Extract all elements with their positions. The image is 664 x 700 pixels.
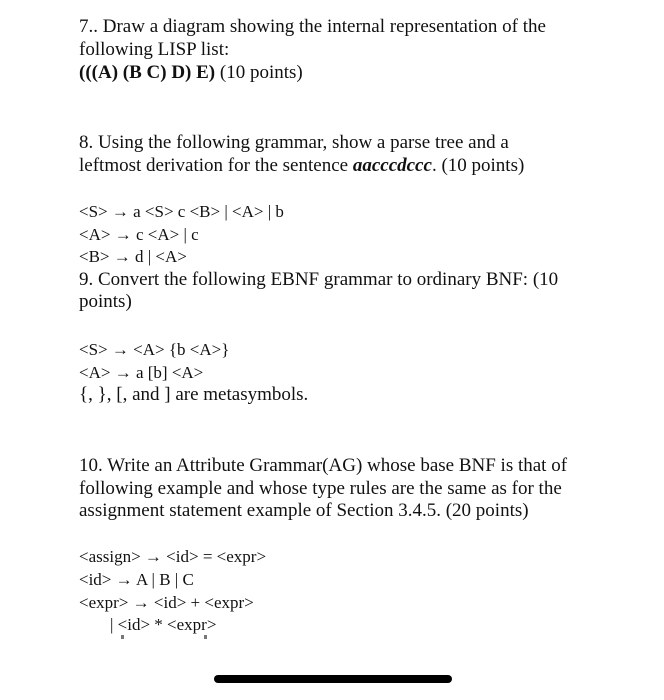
- q8-line2: [79, 155, 524, 177]
- home-indicator-bar[interactable]: [214, 675, 452, 683]
- q7-line1: 7.. Draw a diagram showing the internal representation of the: [79, 16, 546, 37]
- q10-bnf-rule: <id> → A | B | C: [79, 570, 194, 589]
- q8-grammar-rule: <B> → d | <A>: [79, 247, 187, 266]
- q9-metasymbols-note: {, }, [, and ] are metasymbols.: [79, 384, 309, 405]
- q7-list-expression: (((A) (B C) D) E): [79, 62, 216, 83]
- q8-grammar-rule: <A> → c <A> | c: [79, 225, 199, 244]
- q9-line1: 9. Convert the following EBNF grammar to ordinary BNF: (10: [79, 269, 559, 290]
- q10-bnf-rule: <expr> → <id> + <expr>: [79, 593, 254, 612]
- q9-ebnf-rule: <A> → a [b] <A>: [79, 363, 204, 382]
- q8-line2-prefix: leftmost derivation for the sentence: [79, 155, 353, 176]
- clipped-text-fragment: [204, 635, 207, 639]
- q8-grammar-rule: <S> → a <S> c <B> | <A> | b: [79, 202, 284, 221]
- q8-line2-suffix: . (10 points): [431, 155, 525, 176]
- q10-bnf-rule: <assign> → <id> = <expr>: [79, 547, 267, 566]
- q10-line2: following example and whose type rules are the same as for the: [79, 478, 562, 499]
- q7-points: (10 points): [215, 62, 303, 83]
- q9-line2: points): [79, 291, 132, 312]
- q7-line3: [79, 62, 303, 84]
- q8-sentence: aacccdccc: [352, 155, 432, 176]
- q10-line1: 10. Write an Attribute Grammar(AG) whose base BNF is that of: [79, 455, 568, 476]
- q8-line1: 8. Using the following grammar, show a parse tree and a: [79, 132, 509, 153]
- q7-line2: following LISP list:: [79, 39, 230, 60]
- q10-line3: assignment statement example of Section 3.4.5. (20 points): [79, 500, 529, 521]
- clipped-text-fragment: [121, 635, 124, 639]
- q9-ebnf-rule: <S> → <A> {b <A>}: [79, 340, 230, 359]
- q10-bnf-rule: | <id> * <expr>: [110, 615, 217, 634]
